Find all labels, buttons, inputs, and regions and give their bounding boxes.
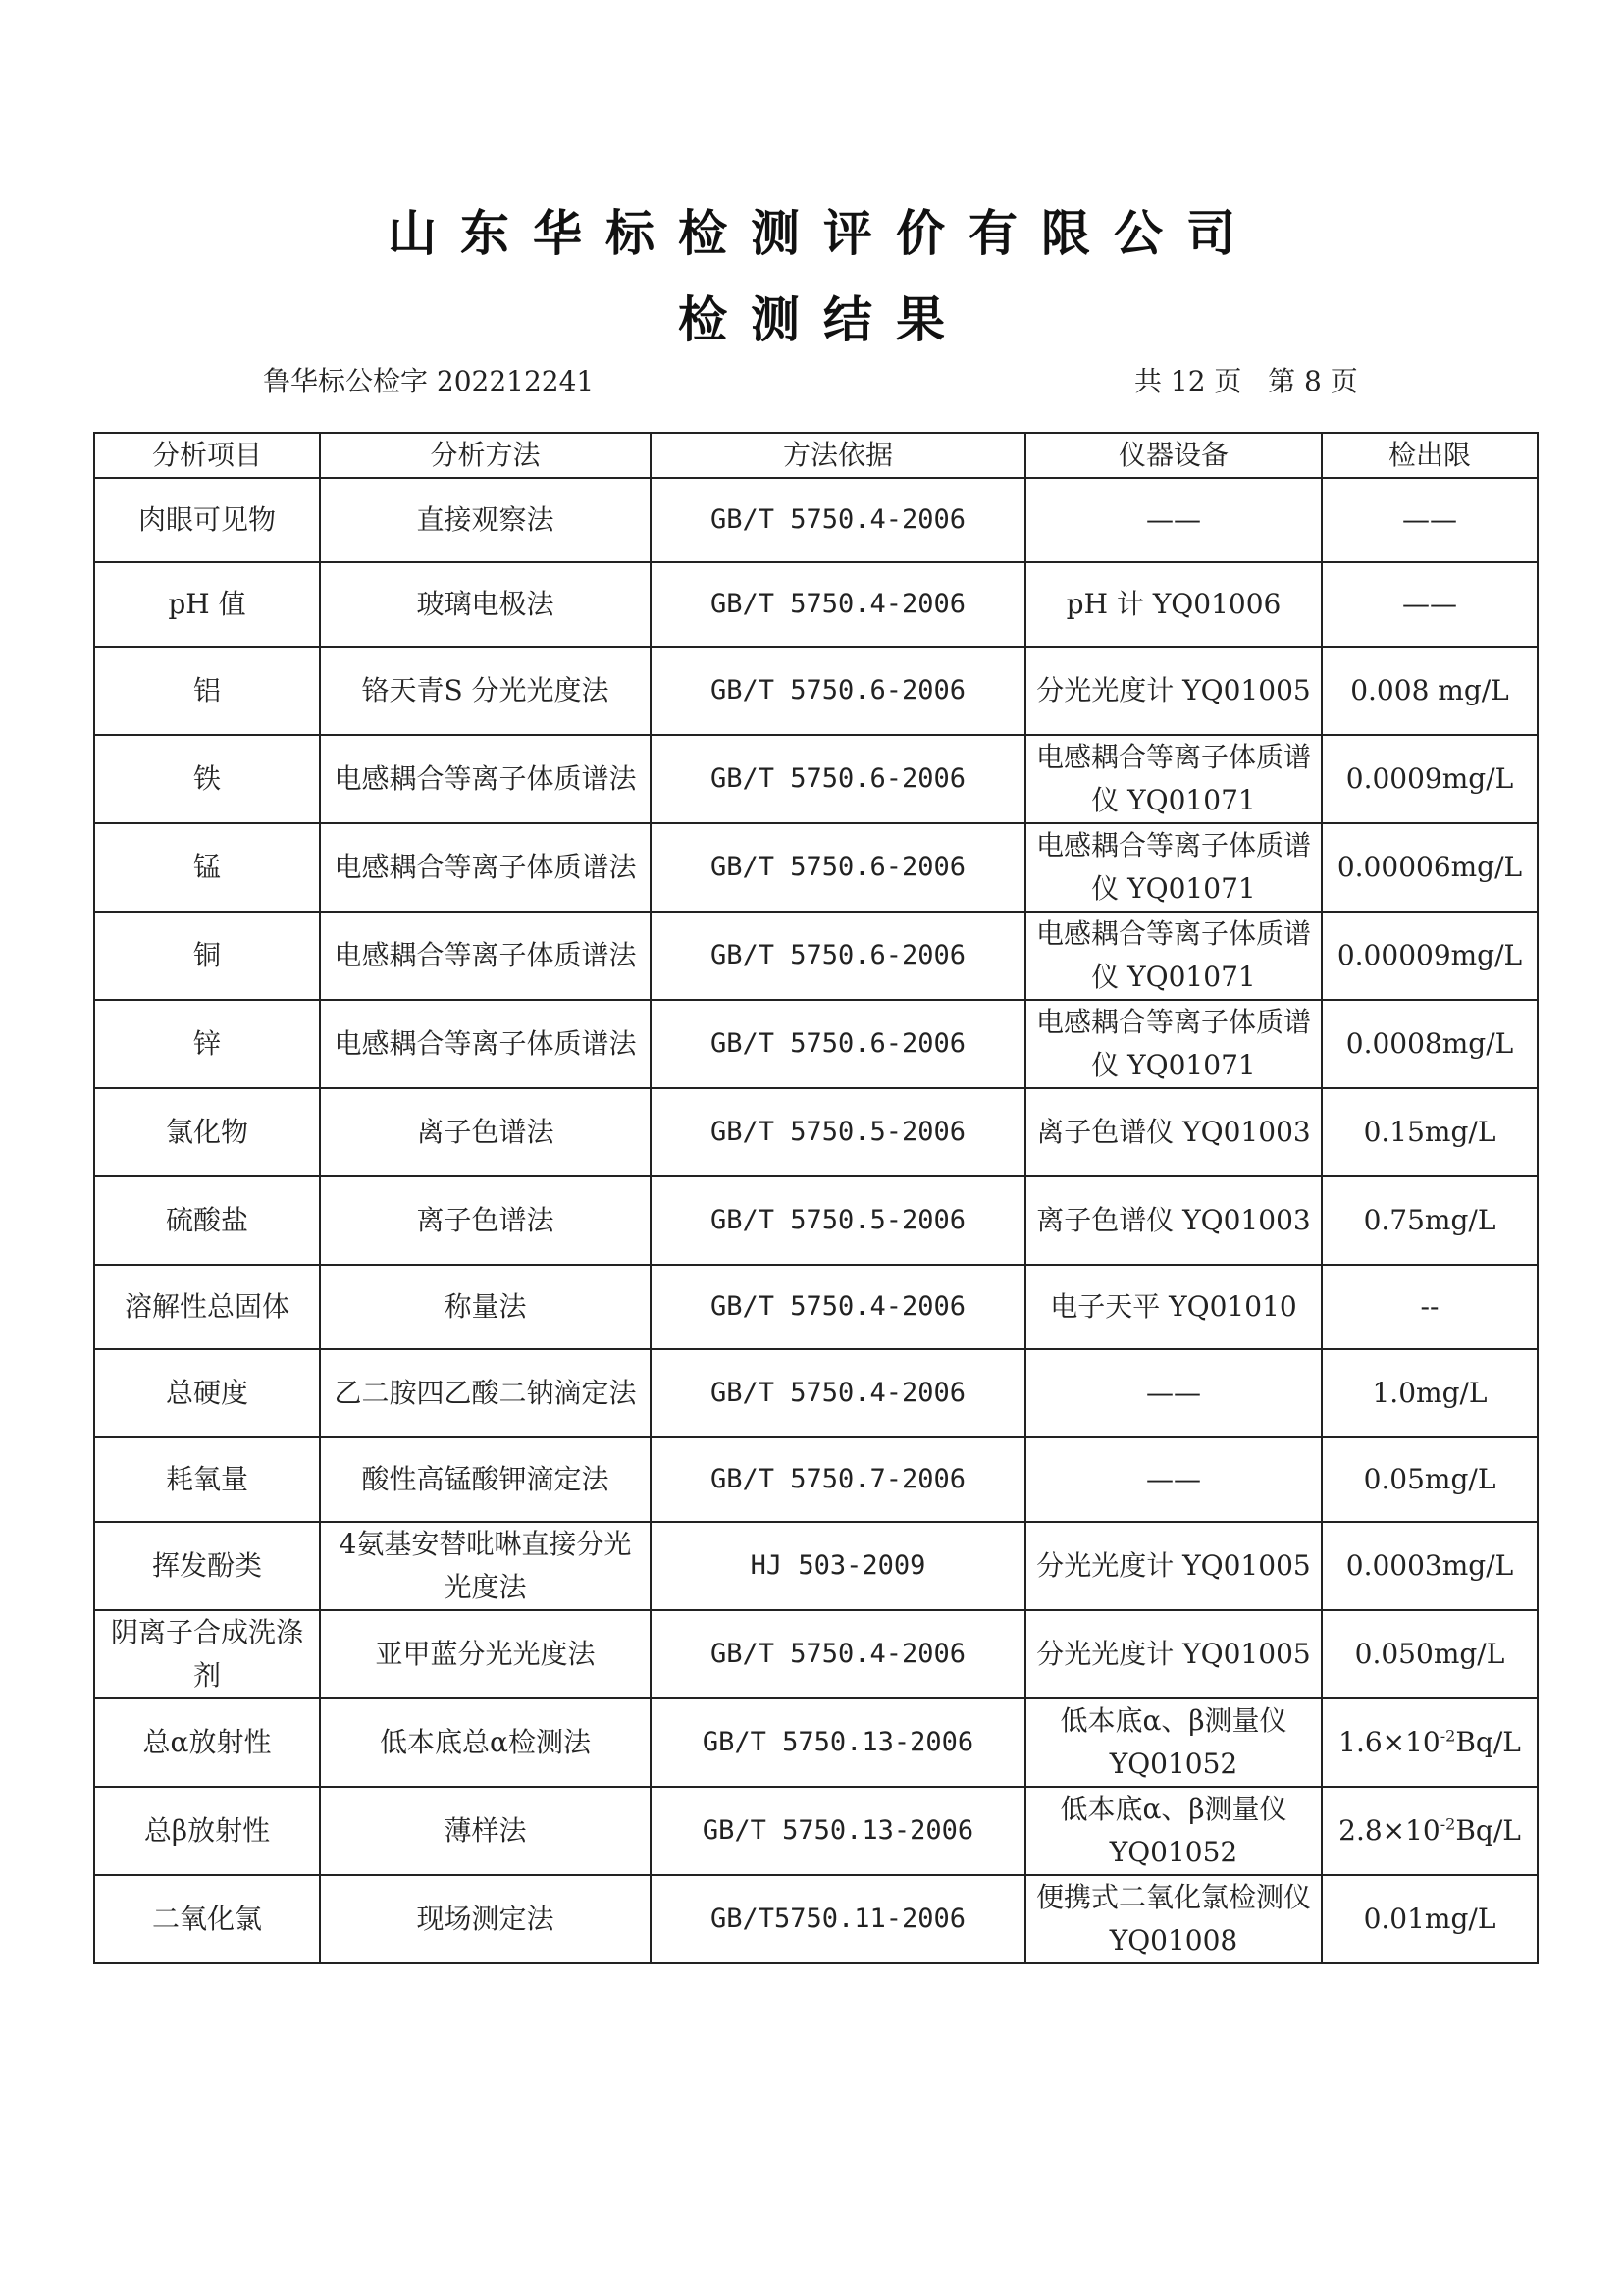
table-row [94, 1000, 1538, 1088]
method-basis: HJ 503-2009 [651, 1522, 1025, 1610]
method-basis: GB/T 5750.6-2006 [651, 1000, 1025, 1088]
analysis-item: 锰 [94, 823, 320, 912]
method-basis: GB/T 5750.4-2006 [651, 562, 1025, 647]
detection-limit: 0.75mg/L [1322, 1176, 1538, 1265]
analysis-method: 离子色谱法 [320, 1088, 651, 1176]
detection-limit: —— [1322, 478, 1538, 562]
company-title: 山东华标检测评价有限公司 [388, 205, 1259, 262]
instrument: 电感耦合等离子体质谱仪 YQ01071 [1025, 912, 1322, 1000]
instrument: 低本底α、β测量仪 YQ01052 [1025, 1698, 1322, 1787]
table-row [94, 912, 1538, 1000]
current-page: 第 8 页 [1268, 365, 1358, 397]
limit-exponent: -2 [1440, 1814, 1456, 1834]
analysis-method: 直接观察法 [320, 478, 651, 562]
method-basis: GB/T5750.11-2006 [651, 1875, 1025, 1963]
analysis-item: 二氧化氯 [94, 1875, 320, 1963]
table-row [94, 823, 1538, 912]
method-basis: GB/T 5750.5-2006 [651, 1176, 1025, 1265]
analysis-method: 电感耦合等离子体质谱法 [320, 1000, 651, 1088]
instrument: 分光光度计 YQ01005 [1025, 647, 1322, 735]
table-row [94, 1088, 1538, 1176]
instrument: 电感耦合等离子体质谱仪 YQ01071 [1025, 823, 1322, 912]
method-basis: GB/T 5750.6-2006 [651, 735, 1025, 823]
instrument: pH 计 YQ01006 [1025, 562, 1322, 647]
detection-limit: 0.050mg/L [1322, 1610, 1538, 1698]
table-row [94, 1176, 1538, 1265]
table-row [94, 1610, 1538, 1698]
detection-limit: 1.0mg/L [1322, 1349, 1538, 1437]
detection-limit: -- [1322, 1265, 1538, 1349]
method-basis: GB/T 5750.7-2006 [651, 1437, 1025, 1522]
total-pages: 共 12 页 [1134, 365, 1242, 397]
analysis-item: 硫酸盐 [94, 1176, 320, 1265]
analysis-method: 4氨基安替吡啉直接分光光度法 [320, 1522, 651, 1610]
column-header-item: 分析项目 [94, 433, 320, 478]
column-header-limit: 检出限 [1322, 433, 1538, 478]
analysis-method: 电感耦合等离子体质谱法 [320, 735, 651, 823]
method-basis: GB/T 5750.4-2006 [651, 1349, 1025, 1437]
table-row [94, 1349, 1538, 1437]
analysis-item: 总α放射性 [94, 1698, 320, 1787]
table-row [94, 647, 1538, 735]
analysis-item: 肉眼可见物 [94, 478, 320, 562]
column-header-basis: 方法依据 [651, 433, 1025, 478]
analysis-item: 铝 [94, 647, 320, 735]
analysis-method: 亚甲蓝分光光度法 [320, 1610, 651, 1698]
method-basis: GB/T 5750.4-2006 [651, 478, 1025, 562]
instrument: 电感耦合等离子体质谱仪 YQ01071 [1025, 735, 1322, 823]
instrument: 电感耦合等离子体质谱仪 YQ01071 [1025, 1000, 1322, 1088]
analysis-item: 总β放射性 [94, 1787, 320, 1875]
limit-exponent: -2 [1440, 1726, 1456, 1746]
analysis-item: 耗氧量 [94, 1437, 320, 1522]
method-basis: GB/T 5750.13-2006 [651, 1787, 1025, 1875]
analysis-method: 玻璃电极法 [320, 562, 651, 647]
method-basis: GB/T 5750.5-2006 [651, 1088, 1025, 1176]
method-basis: GB/T 5750.4-2006 [651, 1265, 1025, 1349]
analysis-method: 低本底总α检测法 [320, 1698, 651, 1787]
analysis-method: 离子色谱法 [320, 1176, 651, 1265]
method-basis: GB/T 5750.13-2006 [651, 1698, 1025, 1787]
detection-limit: 0.0009mg/L [1322, 735, 1538, 823]
document-subtitle: 检测结果 [678, 291, 969, 348]
instrument: 离子色谱仪 YQ01003 [1025, 1176, 1322, 1265]
page-indicator [1134, 360, 1358, 399]
limit-base: 1.6×10 [1338, 1726, 1440, 1758]
analysis-item: 铁 [94, 735, 320, 823]
column-header-instrument: 仪器设备 [1025, 433, 1322, 478]
instrument: —— [1025, 1437, 1322, 1522]
table-row [94, 1787, 1538, 1875]
table-row [94, 1437, 1538, 1522]
instrument: 分光光度计 YQ01005 [1025, 1610, 1322, 1698]
analysis-method: 现场测定法 [320, 1875, 651, 1963]
limit-base: 2.8×10 [1338, 1814, 1440, 1847]
detection-limit [1322, 1698, 1538, 1787]
table-row [94, 735, 1538, 823]
detection-limit: —— [1322, 562, 1538, 647]
analysis-method: 电感耦合等离子体质谱法 [320, 912, 651, 1000]
instrument: 便携式二氧化氯检测仪 YQ01008 [1025, 1875, 1322, 1963]
detection-limit: 0.15mg/L [1322, 1088, 1538, 1176]
method-basis: GB/T 5750.6-2006 [651, 912, 1025, 1000]
table-row [94, 478, 1538, 562]
instrument: —— [1025, 1349, 1322, 1437]
table-row [94, 1265, 1538, 1349]
analysis-item: 氯化物 [94, 1088, 320, 1176]
method-basis: GB/T 5750.6-2006 [651, 823, 1025, 912]
analysis-item: 铜 [94, 912, 320, 1000]
table-row [94, 1698, 1538, 1787]
analysis-item: 阴离子合成洗涤剂 [94, 1610, 320, 1698]
limit-unit: Bq/L [1455, 1814, 1521, 1847]
analysis-method: 称量法 [320, 1265, 651, 1349]
instrument: 离子色谱仪 YQ01003 [1025, 1088, 1322, 1176]
report-number: 鲁华标公检字 202212241 [263, 365, 595, 397]
results-table [93, 432, 1539, 1964]
table-row [94, 562, 1538, 647]
analysis-item: pH 值 [94, 562, 320, 647]
analysis-method: 乙二胺四乙酸二钠滴定法 [320, 1349, 651, 1437]
instrument: 低本底α、β测量仪 YQ01052 [1025, 1787, 1322, 1875]
detection-limit: 0.00006mg/L [1322, 823, 1538, 912]
analysis-item: 溶解性总固体 [94, 1265, 320, 1349]
instrument: —— [1025, 478, 1322, 562]
instrument: 分光光度计 YQ01005 [1025, 1522, 1322, 1610]
detection-limit: 0.0003mg/L [1322, 1522, 1538, 1610]
detection-limit: 0.00009mg/L [1322, 912, 1538, 1000]
analysis-method: 铬天青S 分光光度法 [320, 647, 651, 735]
method-basis: GB/T 5750.6-2006 [651, 647, 1025, 735]
analysis-method: 电感耦合等离子体质谱法 [320, 823, 651, 912]
method-basis: GB/T 5750.4-2006 [651, 1610, 1025, 1698]
table-row [94, 1522, 1538, 1610]
instrument: 电子天平 YQ01010 [1025, 1265, 1322, 1349]
analysis-method: 酸性高锰酸钾滴定法 [320, 1437, 651, 1522]
detection-limit: 0.008 mg/L [1322, 647, 1538, 735]
detection-limit [1322, 1787, 1538, 1875]
analysis-item: 锌 [94, 1000, 320, 1088]
analysis-item: 挥发酚类 [94, 1522, 320, 1610]
detection-limit: 0.0008mg/L [1322, 1000, 1538, 1088]
table-header-row [94, 433, 1538, 478]
column-header-method: 分析方法 [320, 433, 651, 478]
detection-limit: 0.01mg/L [1322, 1875, 1538, 1963]
analysis-method: 薄样法 [320, 1787, 651, 1875]
limit-unit: Bq/L [1455, 1726, 1521, 1758]
table-row [94, 1875, 1538, 1963]
detection-limit: 0.05mg/L [1322, 1437, 1538, 1522]
analysis-item: 总硬度 [94, 1349, 320, 1437]
